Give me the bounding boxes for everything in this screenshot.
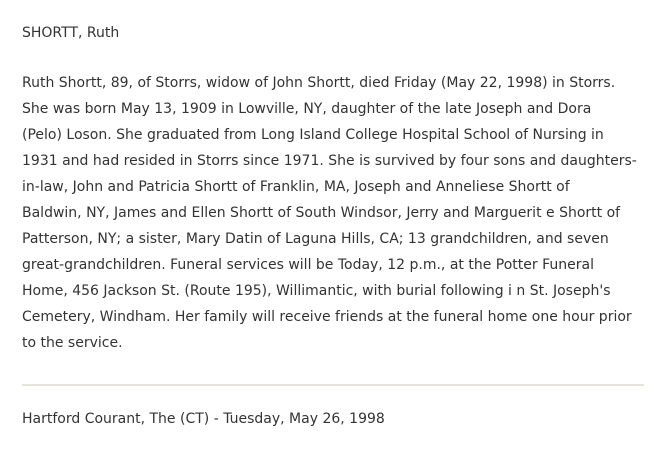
obituary-body-line: Cemetery, Windham. Her family will receive friends at the funeral home one hour prior bbox=[22, 309, 632, 325]
obituary-body bbox=[22, 70, 646, 356]
obituary-body-line: Baldwin, NY, James and Ellen Shortt of South Windsor, Jerry and Marguerit e Shortt of bbox=[22, 205, 621, 221]
obituary-body-line: Home, 456 Jackson St. (Route 195), Willimantic, with burial following i n St. Joseph's bbox=[22, 283, 611, 299]
obituary-name-heading: SHORTT, Ruth bbox=[22, 25, 120, 41]
obituary-body-line: Patterson, NY; a sister, Mary Datin of Laguna Hills, CA; 13 grandchildren, and seven bbox=[22, 231, 609, 247]
obituary-body-line: 1931 and had resided in Storrs since 1971. She is survived by four sons and daughters- bbox=[22, 153, 637, 169]
obituary-body-line: great-grandchildren. Funeral services will be Today, 12 p.m., at the Potter Funeral bbox=[22, 257, 594, 273]
obituary-body-line: in-law, John and Patricia Shortt of Franklin, MA, Joseph and Anneliese Shortt of bbox=[22, 179, 570, 195]
publication-source-line: Hartford Courant, The (CT) - Tuesday, May 26, 1998 bbox=[22, 411, 385, 427]
obituary-body-line: Ruth Shortt, 89, of Storrs, widow of John Shortt, died Friday (May 22, 1998) in Storrs. bbox=[22, 75, 616, 91]
obituary-body-line: She was born May 13, 1909 in Lowville, NY, daughter of the late Joseph and Dora bbox=[22, 101, 592, 117]
obituary-body-line: (Pelo) Loson. She graduated from Long Island College Hospital School of Nursing in bbox=[22, 127, 604, 143]
obituary-entry bbox=[22, 24, 648, 356]
obituary-body-line: to the service. bbox=[22, 335, 123, 351]
section-divider bbox=[22, 384, 644, 386]
